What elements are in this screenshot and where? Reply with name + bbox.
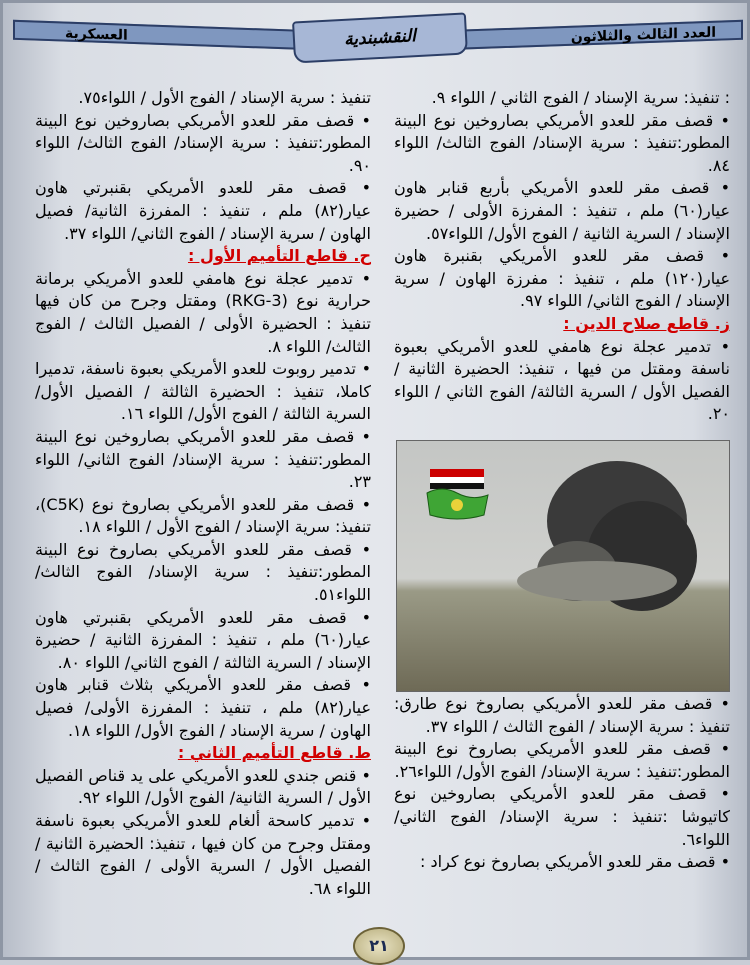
paragraph: • تدمير عجلة نوع هامفي للعدو الأمريكي بعبوة ناسفة ومقتل من فيها ، تنفيذ: الحضيرة الثانية / الفصيل الأول / السرية الثالثة/ الفوج الثاني / اللواء ٢٠. [394,336,730,424]
paragraph: تنفيذ : سرية الإسناد / الفوج الأول / اللواء٧٥. [78,88,371,107]
paragraph: • تدمير كاسحة ألغام للعدو الأمريكي بعبوة ناسفة ومقتل وجرح من كان فيها ، تنفيذ: الحضيرة الثانية / الفصيل الأول / السرية الأولى / الفوج الثالث / اللواء ٦٨. [35,811,371,898]
section-heading: ح. قاطع التأميم الأول : [187,246,371,266]
header-banner: النقشبندية [292,12,468,63]
paragraph: • قصف مقر للعدو الأمريكي بصاروخ نوع (C5K)، تنفيذ: سرية الإسناد / الفوج الأول / اللواء ١٨. [35,494,371,537]
paragraph: • تدمير عجلة نوع هامفي للعدو الأمريكي برمانة حرارية نوع (RKG-3) ومقتل وجرح من كان فيها تنفيذ : الحضيرة الأولى / الفصيل الثالث / الفوج الثالث/ اللواء ٨. [35,268,371,356]
paragraph: • قصف مقر للعدو الأمريكي بصاروخين نوع كاتيوشا :تنفيذ : سرية الإسناد/ الفوج الثاني/ اللواء٦. [394,784,730,849]
paragraph: • قنص جندي للعدو الأمريكي على يد قناص الفصيل الأول / السرية الثانية/ الفوج الأول/ اللواء ٩٢. [35,765,371,808]
page-number: ٢١ [353,927,405,965]
paragraph: • قصف مقر للعدو الأمريكي بثلاث قنابر هاون عيار(٨٢) ملم ، تنفيذ : المفرزة الأولى/ فصيل الهاون / سرية الإسناد / الفوج الأول/ اللواء ١٨. [35,675,371,740]
header [3,3,750,83]
dust-cloud [517,561,677,601]
paragraph: : تنفيذ: سرية الإسناد / الفوج الثاني / اللواء ٩. [431,88,730,107]
paragraph: • قصف مقر للعدو الأمريكي بصاروخ نوع كراد : [420,852,730,872]
paragraph: • قصف مقر للعدو الأمريكي بصاروخ نوع طارق: تنفيذ : سرية الإسناد / الفوج الثالث / اللواء ٣٧. [394,694,730,736]
paragraph: • قصف مقر للعدو الأمريكي بقنبرتي هاون عيار(٨٢) ملم ، تنفيذ : المفرزة الثانية/ فصيل الهاون / سرية الإسناد / الفوج الثاني/ اللواء ٣٧. [35,178,371,243]
header-section-label: العسكرية [13,20,313,50]
paragraph: • قصف مقر للعدو الأمريكي بأربع قنابر هاون عيار(٦٠) ملم ، تنفيذ : المفرزة الأولى / حضيرة الإسناد / السرية الثانية / الفوج الأول/ اللواء٥٧. [394,178,730,243]
explosion-photo [396,440,730,692]
right-column [394,87,730,426]
paragraph: • قصف مقر للعدو الأمريكي بقنبرتي هاون عيار(٦٠) ملم ، تنفيذ : المفرزة الثانية / حضيرة الإسناد / السرية الثالثة / الفوج الثاني/ اللواء ٨٠. [35,607,371,672]
paragraph: • تدمير روبوت للعدو الأمريكي بعبوة ناسفة، تدميرا كاملا، تنفيذ : الحضيرة الثالثة / الفصيل الأول/ السرية الثالثة / الفوج الأول/ اللواء ١٦. [35,359,371,424]
paragraph: • قصف مقر للعدو الأمريكي بصاروخ نوع البينة المطور:تنفيذ : سرية الإسناد/ الفوج الأول/ اللواء٢٦. [394,739,730,781]
paragraph: • قصف مقر للعدو الأمريكي بقنبرة هاون عيار(١٢٠) ملم ، تنفيذ : مفرزة الهاون / سرية الإسناد / الفوج الثاني/ اللواء ٩٧. [394,246,730,311]
section-heading: ز. قاطع صلاح الدين : [563,313,730,333]
paragraph: • قصف مقر للعدو الأمريكي بصاروخين نوع البينة المطور:تنفيذ : سرية الإسناد/ الفوج الثاني/ اللواء ٢٣. [35,426,371,492]
section-heading: ط. قاطع التأميم الثاني : [177,743,371,763]
paragraph: • قصف مقر للعدو الأمريكي بصاروخين نوع البينة المطور:تنفيذ : سرية الإسناد/ الفوج الثالث/ اللواء ٨٤. [394,110,730,175]
left-column [35,87,371,900]
paragraph: • قصف مقر للعدو الأمريكي بصاروخ نوع البينة المطور:تنفيذ : سرية الإسناد/ الفوج الثالث/ اللواء٥١. [35,539,371,605]
paragraph: • قصف مقر للعدو الأمريكي بصاروخين نوع البينة المطور:تنفيذ : سرية الإسناد/ الفوج الثالث/ اللواء ٩٠. [35,110,371,175]
right-column-lower [394,693,730,874]
emblem-icon [422,463,492,523]
header-issue-label: العدد الثالث والثلاثون [443,20,743,50]
